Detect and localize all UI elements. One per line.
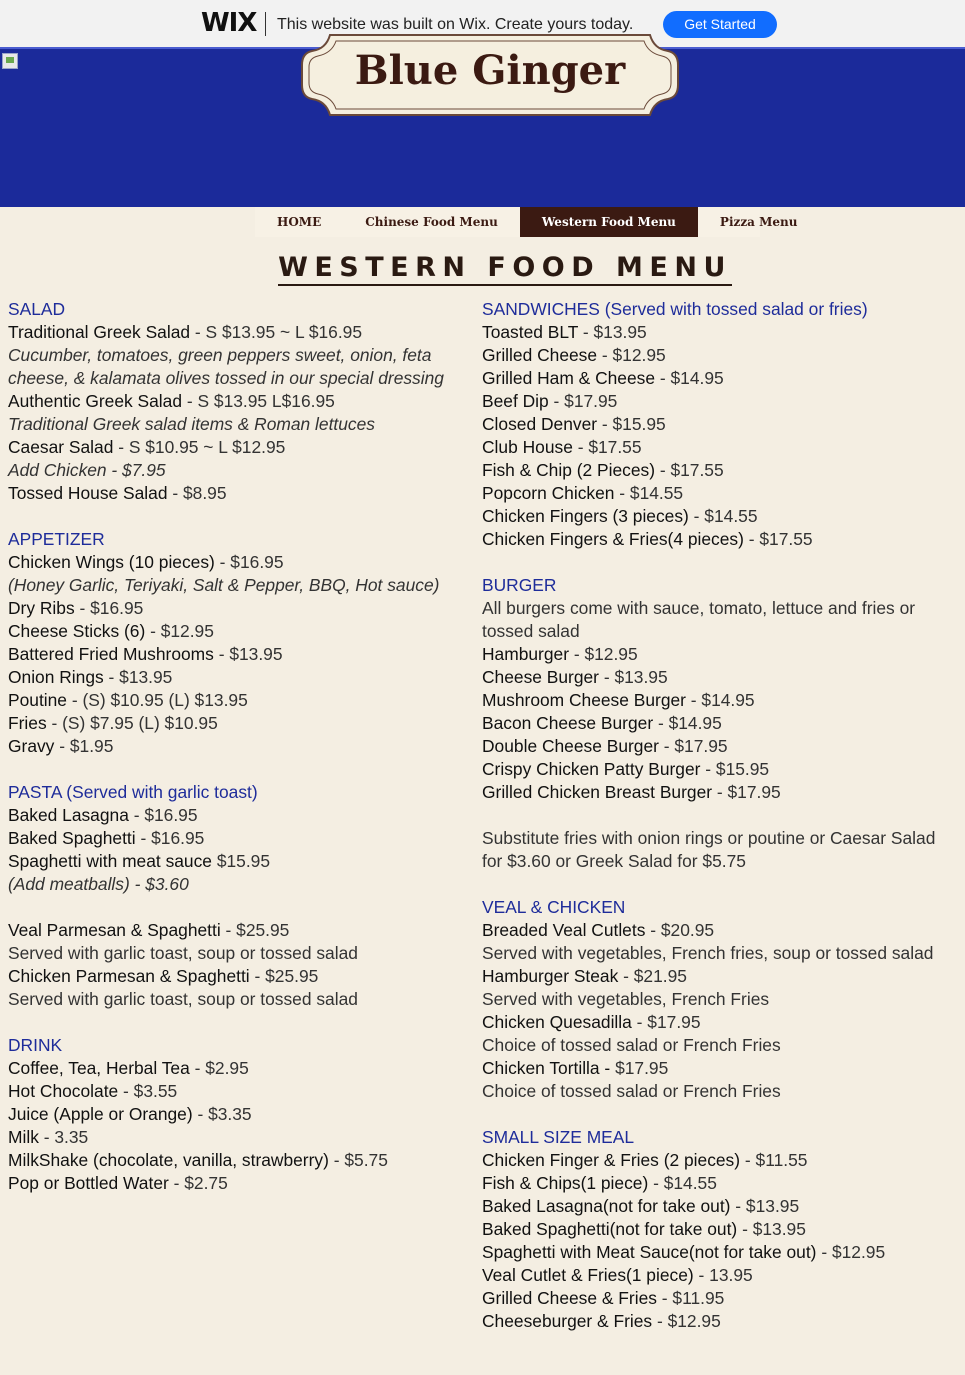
menu-item-name: Juice (Apple or Orange) — [8, 1104, 193, 1124]
menu-item-price: - $16.95 — [214, 552, 284, 572]
menu-item — [482, 321, 952, 344]
menu-item-price: - $8.95 — [167, 483, 227, 503]
menu-item-name: Authentic Greek Salad — [8, 391, 183, 411]
menu-item-price: - $14.95 — [655, 368, 724, 388]
menu-item-price: - $17.95 — [631, 1012, 701, 1032]
menu-item — [482, 413, 952, 436]
menu-item-price: - $14.55 — [688, 506, 758, 526]
menu-item — [8, 919, 473, 942]
menu-section-heading: SMALL SIZE MEAL — [482, 1127, 635, 1147]
menu-item-name: Poutine — [8, 690, 67, 710]
menu-section-heading: APPETIZER — [8, 529, 105, 549]
menu-item-price: - $3.35 — [192, 1104, 252, 1124]
menu-item — [482, 367, 952, 390]
menu-item-description: All burgers come with sauce, tomato, lettuce and fries or tossed salad — [482, 598, 916, 641]
menu-item — [8, 666, 473, 689]
menu-item-name: Grilled Cheese — [482, 345, 598, 365]
menu-item-name: Chicken Finger & Fries (2 pieces) — [482, 1150, 741, 1170]
page-title-text: WESTERN FOOD MENU — [278, 252, 732, 286]
menu-item-price: - $16.95 — [74, 598, 144, 618]
spacer — [8, 758, 473, 781]
menu-item-name: Grilled Chicken Breast Burger — [482, 782, 713, 802]
menu-item-description: Substitute fries with onion rings or poutine or Caesar Salad for $3.60 or Greek Salad for $5.75 — [482, 828, 936, 871]
menu-item-price: $15.95 — [211, 851, 271, 871]
menu-item-name: Fries — [8, 713, 47, 733]
menu-item-name: Baked Lasagna(not for take out) — [482, 1196, 731, 1216]
menu-item-price: - $5.75 — [328, 1150, 388, 1170]
menu-item-price: - $12.95 — [597, 345, 666, 365]
nav-item-chinese-food-menu[interactable]: Chinese Food Menu — [365, 215, 498, 229]
menu-item-price: - $13.95 — [737, 1219, 806, 1239]
menu-item-name: Veal Cutlet & Fries(1 piece) — [482, 1265, 694, 1285]
menu-item — [482, 666, 952, 689]
menu-item-note: (Add meatballs) - $3.60 — [8, 874, 189, 894]
menu-item-price: - $2.75 — [168, 1173, 228, 1193]
menu-item — [8, 850, 473, 873]
menu-item — [482, 919, 952, 942]
menu-item — [8, 390, 473, 413]
menu-item — [8, 597, 473, 620]
menu-item-name: Tossed House Salad — [8, 483, 168, 503]
menu-item — [482, 505, 952, 528]
menu-item — [482, 1241, 952, 1264]
menu-item-price: - $17.55 — [572, 437, 642, 457]
get-started-button[interactable]: Get Started — [663, 11, 777, 38]
menu-item-price: - $14.55 — [648, 1173, 717, 1193]
menu-item-name: Hamburger Steak — [482, 966, 619, 986]
menu-item-name: Bacon Cheese Burger — [482, 713, 654, 733]
menu-item-name: Onion Rings — [8, 667, 104, 687]
nav-item-home[interactable]: HOME — [277, 215, 322, 229]
menu-item-name: Baked Spaghetti — [8, 828, 136, 848]
menu-item — [482, 344, 952, 367]
menu-item-price: - $11.55 — [740, 1150, 808, 1170]
menu-item-name: Gravy — [8, 736, 55, 756]
menu-item-note: Add Chicken - $7.95 — [8, 460, 166, 480]
menu-item — [8, 482, 473, 505]
menu-item-price: - $13.95 — [578, 322, 647, 342]
spacer — [8, 505, 473, 528]
menu-item-name: Toasted BLT — [482, 322, 579, 342]
menu-item-description: Served with garlic toast, soup or tossed salad — [8, 943, 358, 963]
menu-item-name: Mushroom Cheese Burger — [482, 690, 686, 710]
menu-item — [482, 781, 952, 804]
menu-item-name: Crispy Chicken Patty Burger — [482, 759, 701, 779]
menu-item-name: Pop or Bottled Water — [8, 1173, 169, 1193]
menu-item-name: Chicken Fingers (3 pieces) — [482, 506, 689, 526]
menu-item-price: - S $13.95 L$16.95 — [182, 391, 335, 411]
menu-item-name: Chicken Quesadilla — [482, 1012, 632, 1032]
menu-item — [482, 436, 952, 459]
menu-item-price: - $17.55 — [743, 529, 813, 549]
menu-item-name: Hamburger — [482, 644, 569, 664]
menu-item — [482, 1195, 952, 1218]
menu-item — [482, 965, 952, 988]
menu-item — [8, 827, 473, 850]
menu-item — [8, 321, 473, 344]
menu-column-left — [8, 298, 473, 1195]
menu-item-price: - $17.55 — [655, 460, 724, 480]
menu-item — [482, 735, 952, 758]
menu-item-name: Grilled Cheese & Fries — [482, 1288, 657, 1308]
menu-item — [482, 1172, 952, 1195]
menu-item-name: Caesar Salad — [8, 437, 114, 457]
menu-item-price: - $25.95 — [220, 920, 290, 940]
menu-item-name: Popcorn Chicken — [482, 483, 615, 503]
menu-item-description: Choice of tossed salad or French Fries — [482, 1035, 781, 1055]
menu-item-description: Choice of tossed salad or French Fries — [482, 1081, 781, 1101]
menu-item — [482, 1218, 952, 1241]
page-title — [0, 252, 965, 283]
menu-item-name: Spaghetti with Meat Sauce(not for take out) — [482, 1242, 817, 1262]
menu-item — [8, 1172, 473, 1195]
menu-item-name: Traditional Greek Salad — [8, 322, 191, 342]
menu-item-name: Spaghetti with meat sauce — [8, 851, 212, 871]
menu-item — [482, 1149, 952, 1172]
menu-item-price: - $17.95 — [658, 736, 728, 756]
menu-item-price: - $15.95 — [700, 759, 770, 779]
menu-item — [8, 551, 473, 574]
menu-section-heading: DRINK — [8, 1035, 63, 1055]
menu-item-price: - $14.95 — [685, 690, 755, 710]
menu-item-name: Fish & Chip (2 Pieces) — [482, 460, 655, 480]
menu-item — [8, 620, 473, 643]
menu-item-price: - S $13.95 ~ L $16.95 — [190, 322, 363, 342]
menu-item — [8, 1080, 473, 1103]
menu-item — [482, 1057, 952, 1080]
menu-item — [482, 390, 952, 413]
wix-divider — [265, 12, 266, 36]
spacer — [482, 804, 952, 827]
wix-logo[interactable]: WIX — [201, 8, 257, 38]
menu-item-name: Chicken Wings (10 pieces) — [8, 552, 215, 572]
menu-item — [8, 1103, 473, 1126]
menu-item — [482, 1264, 952, 1287]
menu-item-price: - $1.95 — [54, 736, 114, 756]
menu-item-price: - $12.95 — [816, 1242, 886, 1262]
menu-item-note: (Honey Garlic, Teriyaki, Salt & Pepper, BBQ, Hot sauce) — [8, 575, 440, 595]
menu-item — [482, 1310, 952, 1333]
menu-item-name: Double Cheese Burger — [482, 736, 659, 756]
menu-item-name: Cheeseburger & Fries — [482, 1311, 653, 1331]
menu-item-name: Chicken Parmesan & Spaghetti — [8, 966, 250, 986]
menu-column-right — [482, 298, 952, 1333]
menu-item-name: Cheese Sticks (6) — [8, 621, 146, 641]
menu-item — [8, 712, 473, 735]
menu-item-name: Closed Denver — [482, 414, 598, 434]
menu-item-name: Club House — [482, 437, 573, 457]
menu-item-name: Dry Ribs — [8, 598, 75, 618]
menu-section-heading: SALAD — [8, 299, 66, 319]
menu-item-name: Baked Spaghetti(not for take out) — [482, 1219, 738, 1239]
menu-item — [482, 712, 952, 735]
menu-item — [8, 1149, 473, 1172]
menu-item-price: - $17.95 — [712, 782, 781, 802]
menu-item-name: MilkShake (chocolate, vanilla, strawberry) — [8, 1150, 329, 1170]
menu-item-name: Chicken Fingers & Fries(4 pieces) — [482, 529, 744, 549]
menu-item-price: - 13.95 — [693, 1265, 753, 1285]
menu-item — [8, 965, 473, 988]
menu-item-price: - (S) $10.95 (L) $13.95 — [66, 690, 248, 710]
spacer — [482, 1103, 952, 1126]
menu-item — [8, 1057, 473, 1080]
menu-item-price: - $14.95 — [653, 713, 722, 733]
menu-item — [8, 643, 473, 666]
broken-image-icon — [2, 53, 18, 69]
spacer — [8, 1011, 473, 1034]
menu-item-price: - $21.95 — [618, 966, 687, 986]
menu-item-price: $17.95 — [610, 1058, 669, 1078]
menu-item-price: - (S) $7.95 (L) $10.95 — [46, 713, 218, 733]
menu-item-name: Milk — [8, 1127, 39, 1147]
menu-item-name: Veal Parmesan & Spaghetti — [8, 920, 221, 940]
menu-item-price: - $12.95 — [652, 1311, 721, 1331]
site-title[interactable]: Blue Ginger — [354, 47, 626, 94]
menu-item — [482, 643, 952, 666]
menu-item-price: - $12.95 — [145, 621, 214, 641]
menu-item-price: - $14.55 — [614, 483, 684, 503]
menu-item — [8, 804, 473, 827]
menu-item-price: - $2.95 — [189, 1058, 249, 1078]
menu-item — [8, 735, 473, 758]
wix-promo-text: This website was built on Wix. Create yours today. — [277, 16, 634, 33]
menu-item — [482, 689, 952, 712]
menu-item-name: Coffee, Tea, Herbal Tea — [8, 1058, 190, 1078]
menu-item-description: Served with vegetables, French Fries — [482, 989, 770, 1009]
menu-item-price: - $25.95 — [249, 966, 319, 986]
menu-item-price: - $13.95 — [598, 667, 668, 687]
menu-item-note: Traditional Greek salad items & Roman lettuces — [8, 414, 375, 434]
menu-item-name: Chicken Tortilla - — [482, 1058, 611, 1078]
spacer — [8, 896, 473, 919]
menu-section-heading: VEAL & CHICKEN — [482, 897, 626, 917]
menu-item — [482, 758, 952, 781]
menu-item-name: Grilled Ham & Cheese — [482, 368, 656, 388]
menu-item — [482, 1287, 952, 1310]
menu-item — [8, 1126, 473, 1149]
menu-item-price: - 3.35 — [38, 1127, 89, 1147]
menu-item-price: - $20.95 — [645, 920, 715, 940]
menu-item-note: Cucumber, tomatoes, green peppers sweet, onion, feta cheese, & kalamata olives tossed in our special dressing — [8, 345, 444, 388]
menu-item-price: - $17.95 — [548, 391, 618, 411]
menu-item — [482, 528, 952, 551]
menu-item — [8, 436, 473, 459]
menu-item-price: - $11.95 — [656, 1288, 725, 1308]
menu-item-price: - $13.95 — [103, 667, 173, 687]
menu-item-name: Beef Dip — [482, 391, 549, 411]
menu-item-name: Cheese Burger — [482, 667, 599, 687]
menu-item-price: - S $10.95 ~ L $12.95 — [113, 437, 286, 457]
menu-item-name: Fish & Chips(1 piece) — [482, 1173, 649, 1193]
menu-item-description: Served with vegetables, French fries, soup or tossed salad — [482, 943, 934, 963]
menu-item-price: - $12.95 — [569, 644, 638, 664]
nav-item-western-food-menu[interactable]: Western Food Menu — [520, 207, 698, 237]
menu-item-price: - $16.95 — [128, 805, 198, 825]
menu-item-price: - $15.95 — [597, 414, 666, 434]
menu-item — [482, 482, 952, 505]
menu-section-heading: BURGER — [482, 575, 557, 595]
menu-section-heading: PASTA (Served with garlic toast) — [8, 782, 258, 802]
menu-item-name: Battered Fried Mushrooms — [8, 644, 214, 664]
spacer — [482, 551, 952, 574]
spacer — [482, 873, 952, 896]
menu-item-price: - $3.55 — [118, 1081, 178, 1101]
menu-item — [482, 459, 952, 482]
menu-item-name: Breaded Veal Cutlets — [482, 920, 646, 940]
menu-item-name: Baked Lasagna — [8, 805, 129, 825]
main-nav — [255, 207, 798, 237]
menu-item — [482, 1011, 952, 1034]
menu-item-price: - $13.95 — [213, 644, 283, 664]
menu-item-name: Hot Chocolate — [8, 1081, 119, 1101]
menu-item-price: - $13.95 — [730, 1196, 800, 1216]
nav-item-pizza-menu[interactable]: Pizza Menu — [719, 215, 798, 229]
menu-item-description: Served with garlic toast, soup or tossed salad — [8, 989, 358, 1009]
menu-item — [8, 689, 473, 712]
menu-section-heading: SANDWICHES (Served with tossed salad or fries) — [482, 299, 868, 319]
menu-item-price: - $16.95 — [135, 828, 205, 848]
